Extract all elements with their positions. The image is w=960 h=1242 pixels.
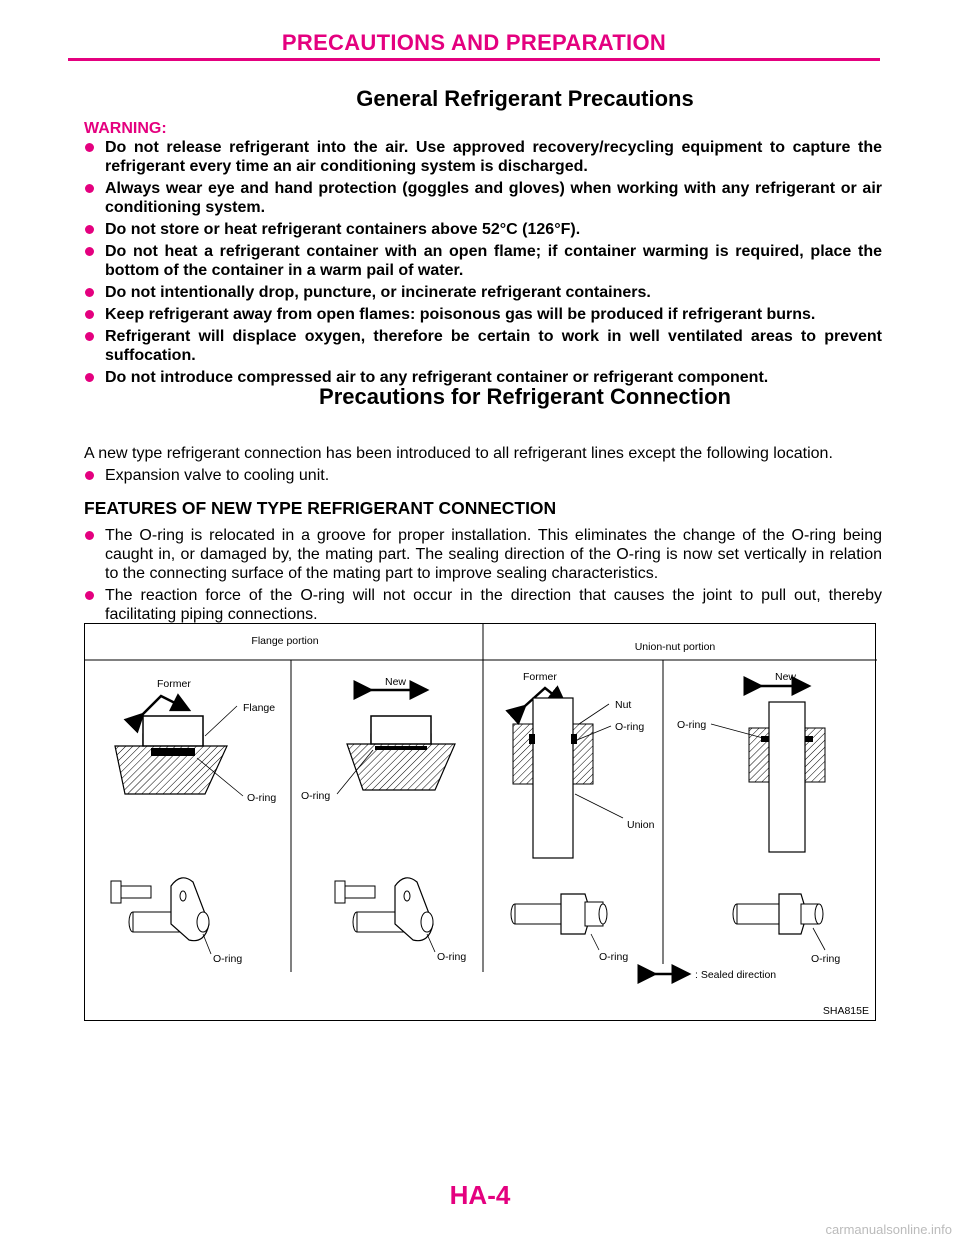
label-former: Former bbox=[157, 678, 191, 690]
label-sealed-direction: : Sealed direction bbox=[695, 969, 777, 981]
bullet-icon bbox=[85, 471, 94, 480]
figure-code: SHA815E bbox=[822, 1005, 869, 1017]
label-union-nut-portion: Union-nut portion bbox=[634, 641, 716, 653]
label-oring: O-ring bbox=[615, 721, 645, 733]
union-former-diagram bbox=[511, 671, 655, 963]
features-list bbox=[84, 526, 882, 627]
bullet-icon bbox=[85, 288, 94, 297]
bullet-icon bbox=[85, 332, 94, 341]
figure-drawing bbox=[85, 624, 877, 1022]
bullet-icon bbox=[85, 531, 94, 540]
label-former: Former bbox=[523, 671, 557, 683]
connection-figure bbox=[84, 623, 876, 1021]
label-oring: O-ring bbox=[247, 792, 277, 804]
watermark: carmanualsonline.info bbox=[825, 1222, 952, 1237]
warning-item: Always wear eye and hand protection (goggles and gloves) when working with any refrigerant or air conditioning system. bbox=[84, 179, 882, 217]
feature-item: The O-ring is relocated in a groove for proper installation. This eliminates the change of the O-ring being caught in, or damaged by, the mating part. The sealing direction of the O-ring is now set vertically in relation to the connecting surface of the mating part to improve sealing characteristics. bbox=[84, 526, 882, 583]
label-new: New bbox=[775, 671, 797, 683]
label-oring: O-ring bbox=[301, 790, 331, 802]
bullet-icon bbox=[85, 143, 94, 152]
feature-item: The reaction force of the O-ring will not occur in the direction that causes the joint to pull out, thereby facilitating piping connections. bbox=[84, 586, 882, 624]
bullet-icon bbox=[85, 225, 94, 234]
label-oring: O-ring bbox=[677, 719, 707, 731]
bullet-icon bbox=[85, 247, 94, 256]
warning-item: Keep refrigerant away from open flames: poisonous gas will be produced if refrigerant burns. bbox=[84, 305, 882, 324]
page-number: HA-4 bbox=[449, 1180, 511, 1210]
label-oring: O-ring bbox=[599, 951, 629, 963]
bullet-icon bbox=[85, 591, 94, 600]
flange-new-diagram bbox=[301, 676, 466, 963]
bullet-icon bbox=[85, 373, 94, 382]
bullet-icon bbox=[85, 184, 94, 193]
warning-item: Do not store or heat refrigerant containers above 52°C (126°F). bbox=[84, 220, 882, 239]
intro-item: Expansion valve to cooling unit. bbox=[84, 466, 882, 485]
label-flange: Flange bbox=[243, 702, 276, 714]
warning-list bbox=[84, 138, 882, 390]
warning-item: Do not heat a refrigerant container with an open flame; if container warming is required, place the bottom of the container in a warm pail of water. bbox=[84, 242, 882, 280]
flange-former-diagram bbox=[111, 678, 276, 965]
label-flange-portion: Flange portion bbox=[251, 635, 319, 647]
label-nut: Nut bbox=[615, 699, 632, 711]
bullet-icon bbox=[85, 310, 94, 319]
label-oring: O-ring bbox=[811, 953, 841, 965]
warning-label: WARNING: bbox=[84, 120, 167, 137]
section-title-connection: Precautions for Refrigerant Connection bbox=[319, 384, 731, 409]
page-header: PRECAUTIONS AND PREPARATION bbox=[281, 30, 667, 55]
union-new-diagram bbox=[677, 671, 840, 965]
warning-item: Do not introduce compressed air to any refrigerant container or refrigerant component. bbox=[84, 368, 882, 387]
label-oring: O-ring bbox=[437, 951, 467, 963]
section-title-general: General Refrigerant Precautions bbox=[356, 86, 694, 111]
intro-list bbox=[84, 466, 882, 488]
intro-paragraph: A new type refrigerant connection has been introduced to all refrigerant lines except the following location. bbox=[84, 445, 833, 462]
warning-item: Do not intentionally drop, puncture, or incinerate refrigerant containers. bbox=[84, 283, 882, 302]
label-oring: O-ring bbox=[213, 953, 243, 965]
label-new: New bbox=[385, 676, 407, 688]
warning-item: Do not release refrigerant into the air. Use approved recovery/recycling equipment to capture the refrigerant every time an air conditioning system is discharged. bbox=[84, 138, 882, 176]
header-rule bbox=[68, 58, 880, 61]
warning-item: Refrigerant will displace oxygen, therefore be certain to work in well ventilated areas to prevent suffocation. bbox=[84, 327, 882, 365]
features-heading: FEATURES OF NEW TYPE REFRIGERANT CONNECTION bbox=[84, 498, 557, 518]
label-union: Union bbox=[627, 819, 655, 831]
